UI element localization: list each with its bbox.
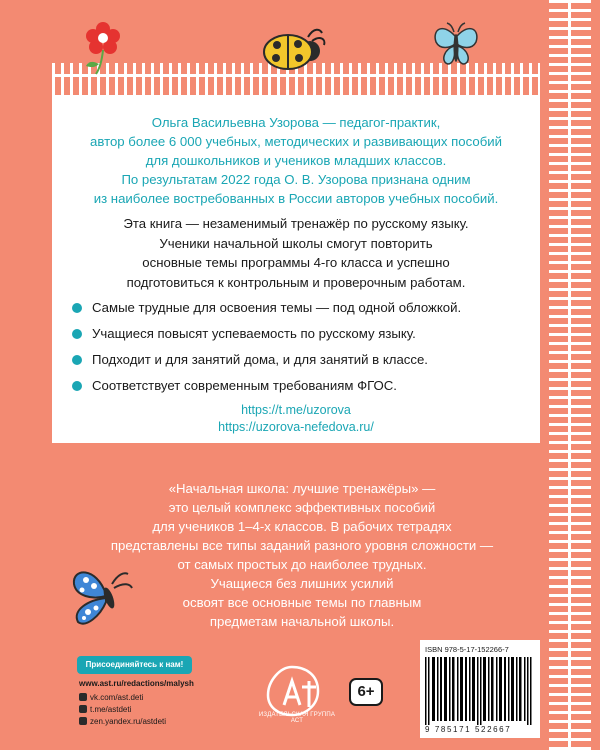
social-link-vk[interactable]: vk.com/ast.deti [79, 692, 249, 704]
benefits-list [72, 298, 532, 402]
series-line: освоят все основные темы по главным [182, 595, 422, 610]
telegram-link[interactable]: https://t.me/uzorova [241, 403, 351, 417]
author-bio-line: автор более 6 000 учебных, методических и развивающих пособий [90, 134, 502, 149]
publisher-caption: ИЗДАТЕЛЬСКАЯ ГРУППА АСТ [258, 712, 336, 724]
butterfly-icon [430, 22, 482, 72]
bullet-dot-icon [72, 303, 82, 313]
intro-line: основные темы программы 4-го класса и успешно [142, 255, 450, 270]
vk-icon [79, 693, 87, 701]
author-links [64, 402, 528, 436]
bullet-dot-icon [72, 329, 82, 339]
author-bio-line: из наиболее востребованных в России авторов учебных пособий. [93, 191, 499, 206]
benefit-text: Самые трудные для освоения темы — под одной обложкой. [92, 300, 462, 315]
social-link-telegram[interactable]: t.me/astdeti [79, 704, 249, 716]
benefit-item [72, 376, 532, 402]
benefit-text: Подходит и для занятий дома, и для занятий в классе. [92, 352, 428, 367]
barcode-number: 9 785171 522667 [425, 725, 512, 734]
join-us-badge: Присоединяйтесь к нам! [77, 656, 192, 674]
series-line: «Начальная школа: лучшие тренажёры» — [168, 481, 436, 496]
right-rail [568, 0, 571, 750]
bullet-dot-icon [72, 381, 82, 391]
zen-icon [79, 717, 87, 725]
intro-line: Ученики начальной школы смогут повторить [159, 235, 433, 251]
benefit-item [72, 324, 532, 350]
author-bio [64, 113, 528, 208]
series-line: Учащиеся без лишних усилий [210, 576, 394, 591]
author-bio-line: для дошкольников и учеников младших классов. [145, 153, 447, 168]
isbn-number: ISBN 978-5-17-152266-7 [425, 645, 509, 654]
website-link[interactable]: https://uzorova-nefedova.ru/ [218, 420, 374, 434]
age-rating-badge: 6+ [349, 678, 383, 706]
intro-line: подготовиться к контрольным и проверочным работам. [126, 274, 466, 290]
series-line: это целый комплекс эффективных пособий [168, 500, 436, 515]
bullet-dot-icon [72, 355, 82, 365]
author-bio-line: Ольга Васильевна Узорова — педагог-практик, [151, 115, 441, 130]
series-line: представлены все типы заданий разного уровня сложности — [110, 538, 494, 553]
barcode [425, 657, 535, 725]
benefit-item [72, 350, 532, 376]
benefit-item [72, 298, 532, 324]
series-line: предметам начальной школы. [209, 614, 395, 629]
blue-butterfly-icon [66, 566, 136, 628]
benefit-text: Учащиеся повысят успеваемость по русскому языку. [92, 326, 416, 341]
series-line: от самых простых до наиболее трудных. [177, 557, 427, 572]
series-line: для учеников 1–4-х классов. В рабочих тетрадях [152, 519, 452, 534]
social-link-zen[interactable]: zen.yandex.ru/astdeti [79, 716, 249, 728]
telegram-icon [79, 705, 87, 713]
book-intro [64, 214, 528, 292]
intro-line: Эта книга — незаменимый тренажёр по русскому языку. [123, 216, 469, 231]
ladybug-icon [258, 25, 328, 73]
author-bio-line: По результатам 2022 года О. В. Узорова признана одним [121, 172, 471, 187]
flower-icon [82, 20, 124, 76]
series-description [80, 479, 524, 631]
publisher-url[interactable]: www.ast.ru/redactions/malysh [79, 679, 194, 688]
fence-rail [52, 74, 540, 77]
benefit-text: Соответствует современным требованиям ФГОС. [92, 378, 397, 393]
social-links [79, 678, 249, 728]
